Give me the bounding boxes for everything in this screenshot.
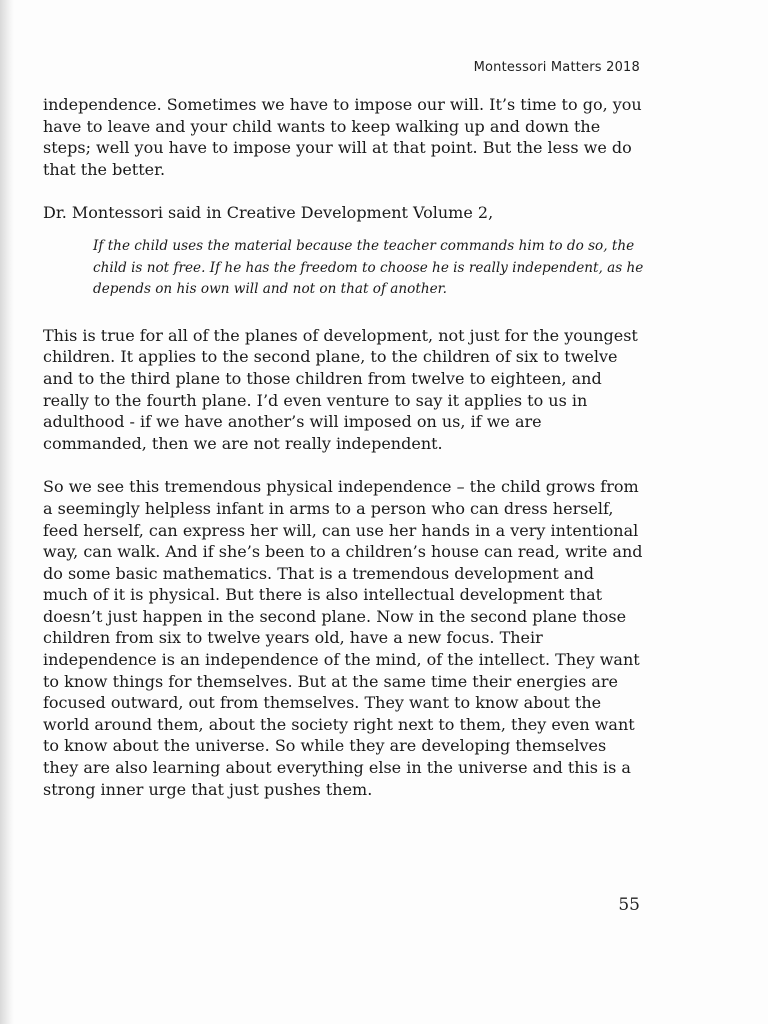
page-body [43, 94, 643, 822]
scan-edge-shadow [0, 0, 14, 1024]
running-header: Montessori Matters 2018 [473, 60, 640, 75]
page-number: 55 [618, 895, 640, 915]
paragraph-planes-of-development: This is true for all of the planes of development, not just for the youngest children. It applies to the second plane, to the children of six to twelve and to the third plane to those children from twelve to eighteen, and really to the fourth plane. I’d even venture to say it applies to us in adulthood - if we have another’s will imposed on us, if we are commanded, then we are not really independent. [43, 325, 638, 453]
paragraph-quote-intro: Dr. Montessori said in Creative Development Volume 2, [43, 203, 494, 223]
paragraph-continuation: independence. Sometimes we have to impose our will. It’s time to go, you have to leave and your child wants to keep walking up and down the steps; well you have to impose your will at that point. But the less we do that the better. [43, 95, 642, 179]
paragraph-physical-independence: So we see this tremendous physical independence – the child grows from a seemingly helpless infant in arms to a person who can dress herself, feed herself, can express her will, can use her hands in a very intentional way, can walk. And if she’s been to a children’s house can read, write and do some basic mathematics. That is a tremendous development and much of it is physical. But there is also intellectual development that doesn’t just happen in the second plane. Now in the second plane those children from six to twelve years old, have a new focus. Their independence is an independence of the mind, of the intellect. They want to know things for themselves. But at the same time their energies are focused outward, out from themselves. They want to know about the world around them, about the society right next to them, they even want to know about the universe. So while they are developing themselves they are also learning about everything else in the universe and this is a strong inner urge that just pushes them. [43, 477, 643, 799]
block-quote: If the child uses the material because the teacher commands him to do so, the child is not free. If he has the freedom to choose he is really independent, as he depends on his own will and not on that of another. [93, 237, 644, 298]
